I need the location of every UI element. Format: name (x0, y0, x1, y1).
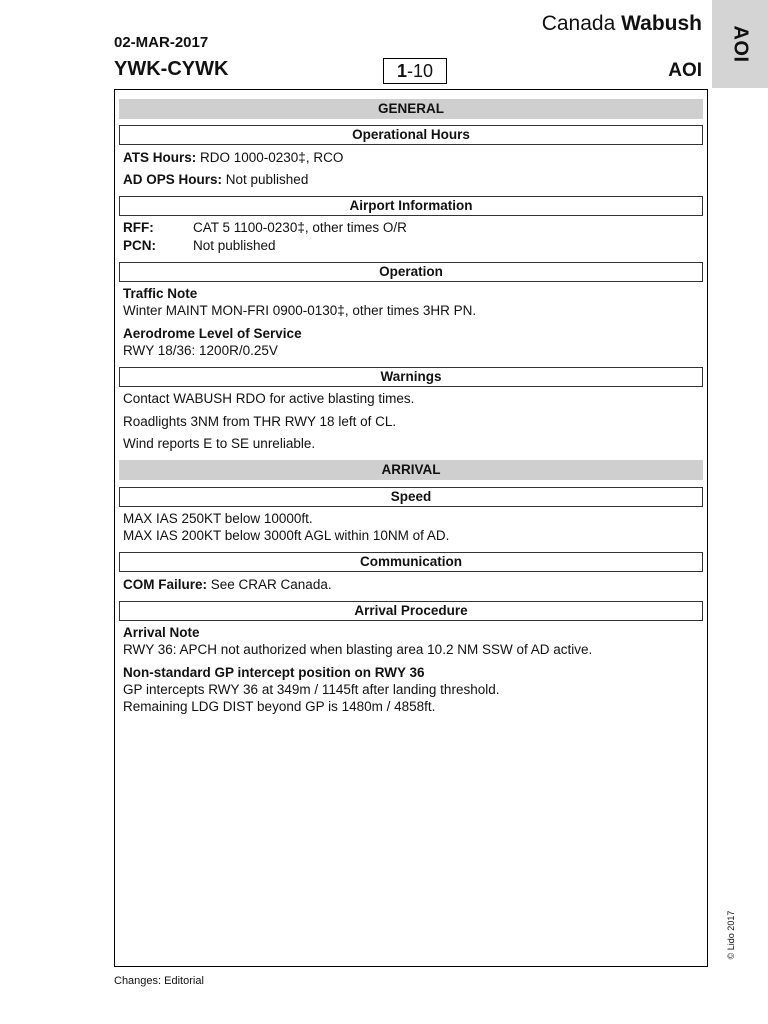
warnings-header: Warnings (119, 367, 703, 387)
copyright-notice: © Lido 2017 (726, 910, 736, 960)
changes-note: Changes: Editorial (114, 975, 204, 987)
warning-line: Roadlights 3NM from THR RWY 18 left of CL. (123, 414, 397, 429)
gp-intercept-line: GP intercepts RWY 36 at 349m / 1145ft after landing threshold. (123, 682, 500, 697)
speed-line: MAX IAS 250KT below 10000ft. (123, 511, 313, 526)
side-tab-label: AOI (729, 25, 752, 63)
general-header: GENERAL (119, 99, 703, 119)
speed-line: MAX IAS 200KT below 3000ft AGL within 10NM of AD. (123, 528, 450, 543)
traffic-note-text: Winter MAINT MON-FRI 0900-0130‡, other times 3HR PN. (123, 303, 477, 318)
page-number-box (383, 58, 447, 84)
chart-date: 02-MAR-2017 (114, 34, 209, 51)
ats-hours-label: ATS Hours: (123, 150, 197, 165)
operational-hours-header: Operational Hours (119, 125, 703, 145)
speed-header: Speed (119, 487, 703, 507)
arrival-note-title: Arrival Note (123, 625, 200, 640)
warning-line: Wind reports E to SE unreliable. (123, 436, 316, 451)
pcn-value: Not published (193, 238, 276, 253)
airport-code: YWK-CYWK (114, 58, 229, 80)
side-tab (712, 0, 768, 88)
pcn-label: PCN: (123, 238, 156, 253)
gp-intercept-line: Remaining LDG DIST beyond GP is 1480m / 4858ft. (123, 699, 436, 714)
ad-ops-hours-value: Not published (222, 172, 309, 187)
arrival-note-text: RWY 36: APCH not authorized when blasting area 10.2 NM SSW of AD active. (123, 642, 593, 657)
arrival-header: ARRIVAL (119, 460, 703, 480)
page-prefix: 1 (396, 61, 407, 81)
ad-ops-hours-line (123, 171, 308, 188)
section-code: AOI (668, 60, 702, 81)
warning-line: Contact WABUSH RDO for active blasting times. (123, 391, 415, 406)
operation-header: Operation (119, 262, 703, 282)
ats-hours-line (123, 149, 343, 166)
ad-ops-hours-label: AD OPS Hours: (123, 172, 223, 187)
traffic-note-title: Traffic Note (123, 286, 198, 301)
rff-label: RFF: (123, 220, 154, 235)
rff-value: CAT 5 1100-0230‡, other times O/R (193, 220, 407, 235)
aerodrome-level-text: RWY 18/36: 1200R/0.25V (123, 343, 278, 358)
gp-intercept-title: Non-standard GP intercept position on RWY 36 (123, 665, 425, 680)
country-name: Canada (541, 12, 616, 35)
arrival-procedure-header: Arrival Procedure (119, 601, 703, 621)
com-failure-value: See CRAR Canada. (207, 577, 332, 592)
airport-location-title (542, 12, 702, 36)
communication-header: Communication (119, 552, 703, 572)
aerodrome-level-title: Aerodrome Level of Service (123, 326, 302, 341)
com-failure-line (123, 576, 332, 593)
ats-hours-value: RDO 1000-0230‡, RCO (196, 150, 344, 165)
airport-information-header: Airport Information (119, 196, 703, 216)
page-suffix: -10 (407, 61, 434, 81)
com-failure-label: COM Failure: (123, 577, 208, 592)
city-name: Wabush (621, 12, 702, 35)
